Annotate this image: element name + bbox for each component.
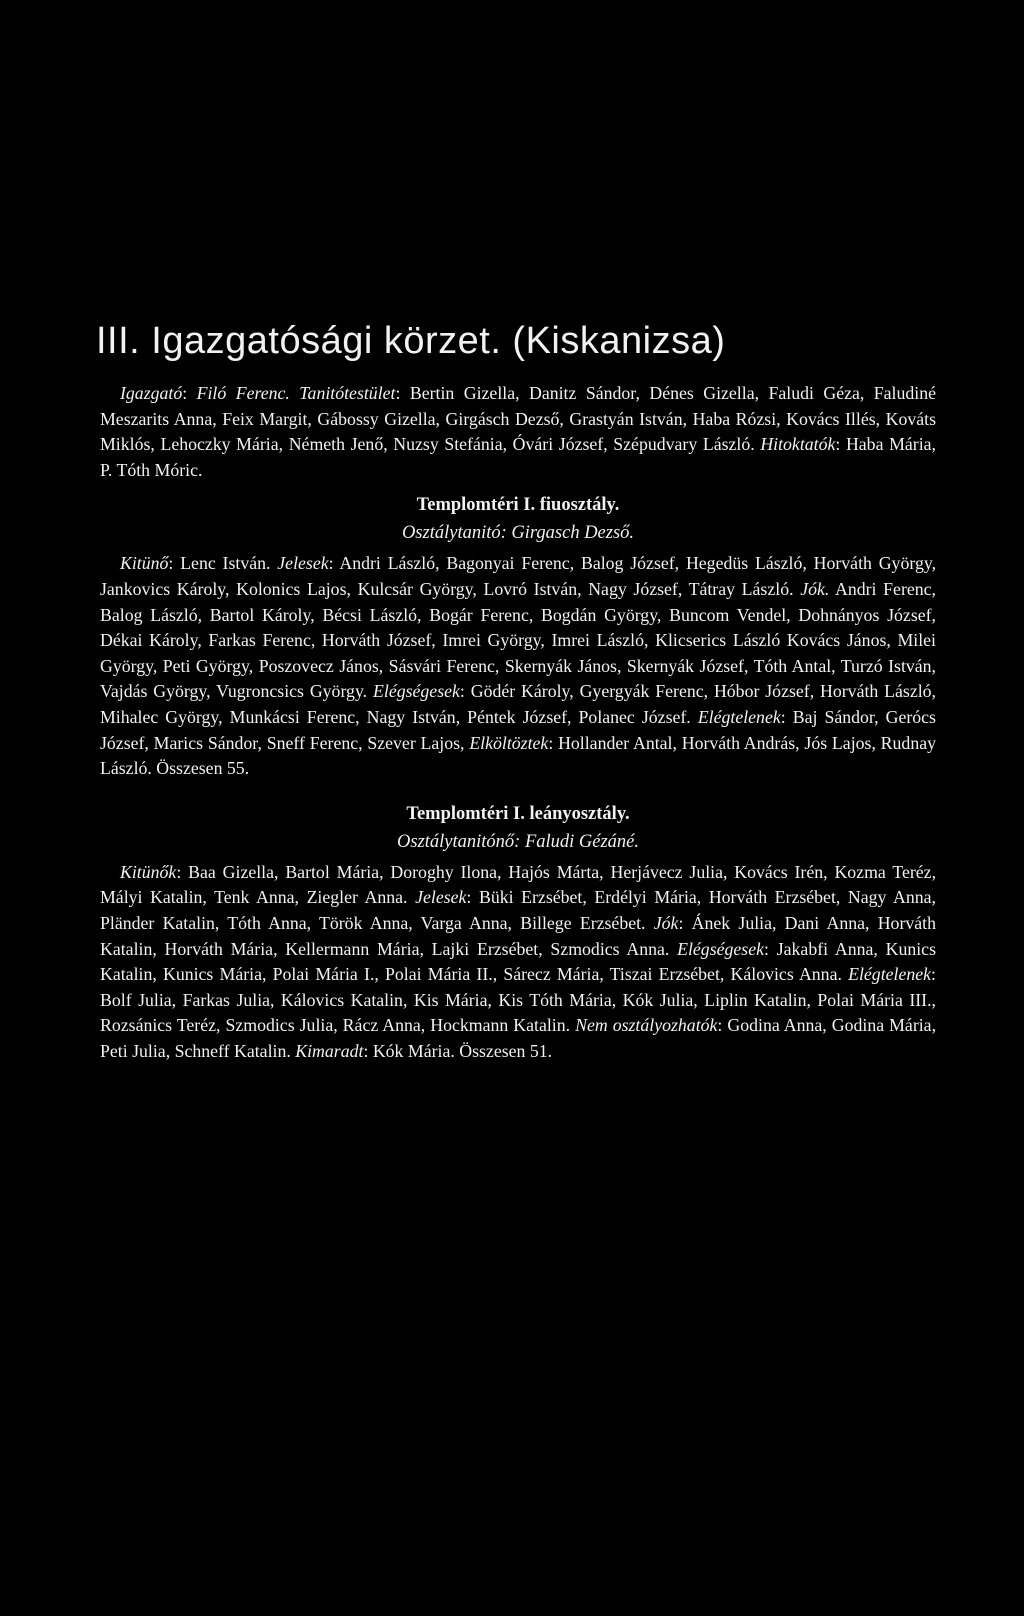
boys-sufficient-list: Gödér Károly, Gyergyák Ferenc, Hóbor József, Horváth László, Mihalec György, Munkácsi Ferenc, Nagy István, Péntek József, Polanec József.: [100, 681, 937, 727]
boys-good-label: Jók.: [800, 578, 830, 599]
staff-list: Bertin Gizella, Danitz Sándor, Dénes Gizella, Faludi Géza, Faludiné Meszarits Anna, Feix Margit, Gábossy Gizella, Girgásch Dezső, Grastyán István, Haba Rózsi, Kovács Illés, Kováts Miklós, Lehoczky Mária, Németh Jenő, Nuzsy Stefánia, Óvári József, Szépudvary László.: [100, 383, 936, 455]
girls-good-list: Ánek Julia, Dani Anna, Horváth Katalin, Horváth Mária, Kellermann Mária, Lajki Erzsébet, Szmodics Anna.: [100, 912, 936, 959]
boys-class-teacher: Osztálytanitó: Girgasch Dezső.: [401, 523, 635, 544]
religion-teachers-label: Hitoktatók: [760, 434, 836, 455]
director-label: Igazgató: [120, 383, 183, 403]
girls-excellent-list: Baa Gizella, Bartol Mária, Doroghy Ilona, Hajós Márta, Herjávecz Julia, Kovács Irén, Kozma Teréz, Mályi Katalin, Tenk Anna, Ziegler Anna.: [100, 861, 937, 908]
boys-insufficient-label: Elégtelenek: [697, 706, 781, 727]
boys-moved-away-label: Elköltöztek: [469, 732, 549, 753]
girls-insufficient-label: Elégtelenek: [848, 964, 932, 985]
girls-sufficient-list: Jakabfi Anna, Kunics Katalin, Kunics Mária, Polai Mária I., Polai Mária II., Sárecz Mária, Tiszai Erzsébet, Kálovics Anna.: [100, 938, 936, 985]
page-content: [96, 320, 937, 1064]
girls-not-graded-list: Godina Anna, Godina Mária, Peti Julia, Schneff Katalin.: [100, 1015, 937, 1061]
religion-teachers-list: Haba Mária, P. Tóth Móric.: [100, 434, 936, 480]
girls-good-label: Jók: [653, 912, 679, 933]
girls-class-teacher: Osztálytanitónő: Faludi Gézáné.: [396, 831, 640, 852]
page-heading: III. Igazgatósági körzet. (Kiskanizsa): [96, 320, 726, 362]
girls-results-paragraph: Kitünők: Baa Gizella, Bartol Mária, Doroghy Ilona, Hajós Márta, Herjávecz Julia, Kovács Irén, Kozma Teréz, Mályi Katalin, Tenk Anna, Ziegler Anna. Jelesek: Büki Erzsébet, Erdélyi Mária, Horváth Erzsébet, Nagy Anna, Pländer Katalin, Tóth Anna, Török Anna, Varga Anna, Billege Erzsébet. Jók: Ánek Julia, Dani Anna, Horváth Katalin, Horváth Mária, Kellermann Mária, Lajki Erzsébet, Szmodics Anna. Elégségesek: Jakabfi Anna, Kunics Katalin, Kunics Mária, Polai Mária I., Polai Mária II., Sárecz Mária, Tiszai Erzsébet, Kálovics Anna. Elégtelenek: Bolf Julia, Farkas Julia, Kálovics Katalin, Kis Mária, Kis Tóth Mária, Kók Julia, Liplin Katalin, Polai Mária III., Rozsánics Teréz, Szmodics Julia, Rácz Anna, Hockmann Katalin. Nem osztályozhatók: Godina Anna, Godina Mária, Peti Julia, Schneff Katalin. Kimaradt: Kók Mária. Összesen 51.: [100, 861, 937, 1061]
girls-dropped-out-label: Kimaradt: [295, 1040, 364, 1061]
girls-class-title: Templomtéri I. leányosztály.: [406, 803, 630, 824]
girls-dropped-out-list: Kók Mária. Összesen 51.: [372, 1040, 553, 1061]
boys-moved-away-list: Hollander Antal, Horváth András, Jós Lajos, Rudnay László. Összesen 55.: [100, 732, 936, 779]
boys-excellent-label: Kitünő: [120, 553, 169, 574]
girls-distinguished-label: Jelesek: [415, 887, 467, 908]
boys-distinguished-label: Jelesek: [277, 553, 329, 574]
boys-results-paragraph: Kitünő: Lenc István. Jelesek: Andri László, Bagonyai Ferenc, Balog József, Hegedüs László, Horváth György, Jankovics Károly, Kolonics Lajos, Kulcsár György, Lovró István, Nagy József, Tátray László. Jók. Andri Ferenc, Balog László, Bartol Károly, Bécsi László, Bogár Ferenc, Bogdán György, Buncom Vendel, Dohnányos József, Dékai Károly, Farkas Ferenc, Horváth József, Imrei György, Imrei László, Klicserics László Kovács János, Milei György, Peti György, Poszovecz János, Sásvári Ferenc, Skernyák János, Skernyák József, Tóth Antal, Turzó István, Vajdás György, Vugroncsics György. Elégségesek: Gödér Károly, Gyergyák Ferenc, Hóbor József, Horváth László, Mihalec György, Munkácsi Ferenc, Nagy István, Péntek József, Polanec József. Elégtelenek: Baj Sándor, Gerócs József, Marics Sándor, Sneff Ferenc, Szever Lajos, Elköltöztek: Hollander Antal, Horváth András, Jós Lajos, Rudnay László. Összesen 55.: [100, 553, 937, 779]
girls-distinguished-list: Büki Erzsébet, Erdélyi Mária, Horváth Erzsébet, Nagy Anna, Pländer Katalin, Tóth Anna, Török Anna, Varga Anna, Billege Erzsébet.: [100, 887, 937, 933]
staff-label: Tanitótestület: [299, 383, 396, 403]
boys-sufficient-label: Elégségesek: [373, 681, 460, 702]
girls-insufficient-list: Bolf Julia, Farkas Julia, Kálovics Katalin, Kis Mária, Kis Tóth Mária, Kók Julia, Liplin Katalin, Polai Mária III., Rozsánics Teréz, Szmodics Julia, Rácz Anna, Hockmann Katalin.: [100, 989, 936, 1036]
intro-paragraph: Igazgató: Filó Ferenc. Tanitótestület: Bertin Gizella, Danitz Sándor, Dénes Gizella, Faludi Géza, Faludiné Meszarits Anna, Feix Margit, Gábossy Gizella, Girgásch Dezső, Grastyán István, Haba Rózsi, Kovács Illés, Kováts Miklós, Lehoczky Mária, Németh Jenő, Nuzsy Stefánia, Óvári József, Szépudvary László. Hitoktatók: Haba Mária, P. Tóth Móric.: [100, 383, 936, 480]
boys-excellent-list: Lenc István.: [180, 553, 271, 574]
boys-good-list: Andri Ferenc, Balog László, Bartol Károly, Bécsi László, Bogár Ferenc, Bogdán György, Buncom Vendel, Dohnányos József, Dékai Károly, Farkas Ferenc, Horváth József, Imrei György, Imrei László, Klicserics László Kovács János, Milei György, Peti György, Poszovecz János, Sásvári Ferenc, Skernyák János, Skernyák József, Tóth Antal, Turzó István, Vajdás György, Vugroncsics György.: [100, 578, 936, 702]
boys-insufficient-list: Baj Sándor, Gerócs József, Marics Sándor, Sneff Ferenc, Szever Lajos,: [100, 706, 936, 753]
boys-distinguished-list: Andri László, Bagonyai Ferenc, Balog József, Hegedüs László, Horváth György, Jankovics Károly, Kolonics Lajos, Kulcsár György, Lovró István, Nagy József, Tátray László.: [100, 553, 937, 599]
girls-sufficient-label: Elégségesek: [677, 938, 764, 959]
girls-excellent-label: Kitünők: [120, 861, 177, 882]
director-name: Filó Ferenc.: [196, 383, 290, 403]
boys-class-title: Templomtéri I. fiuosztály.: [416, 495, 620, 516]
girls-not-graded-label: Nem osztályozhatók: [575, 1015, 718, 1036]
